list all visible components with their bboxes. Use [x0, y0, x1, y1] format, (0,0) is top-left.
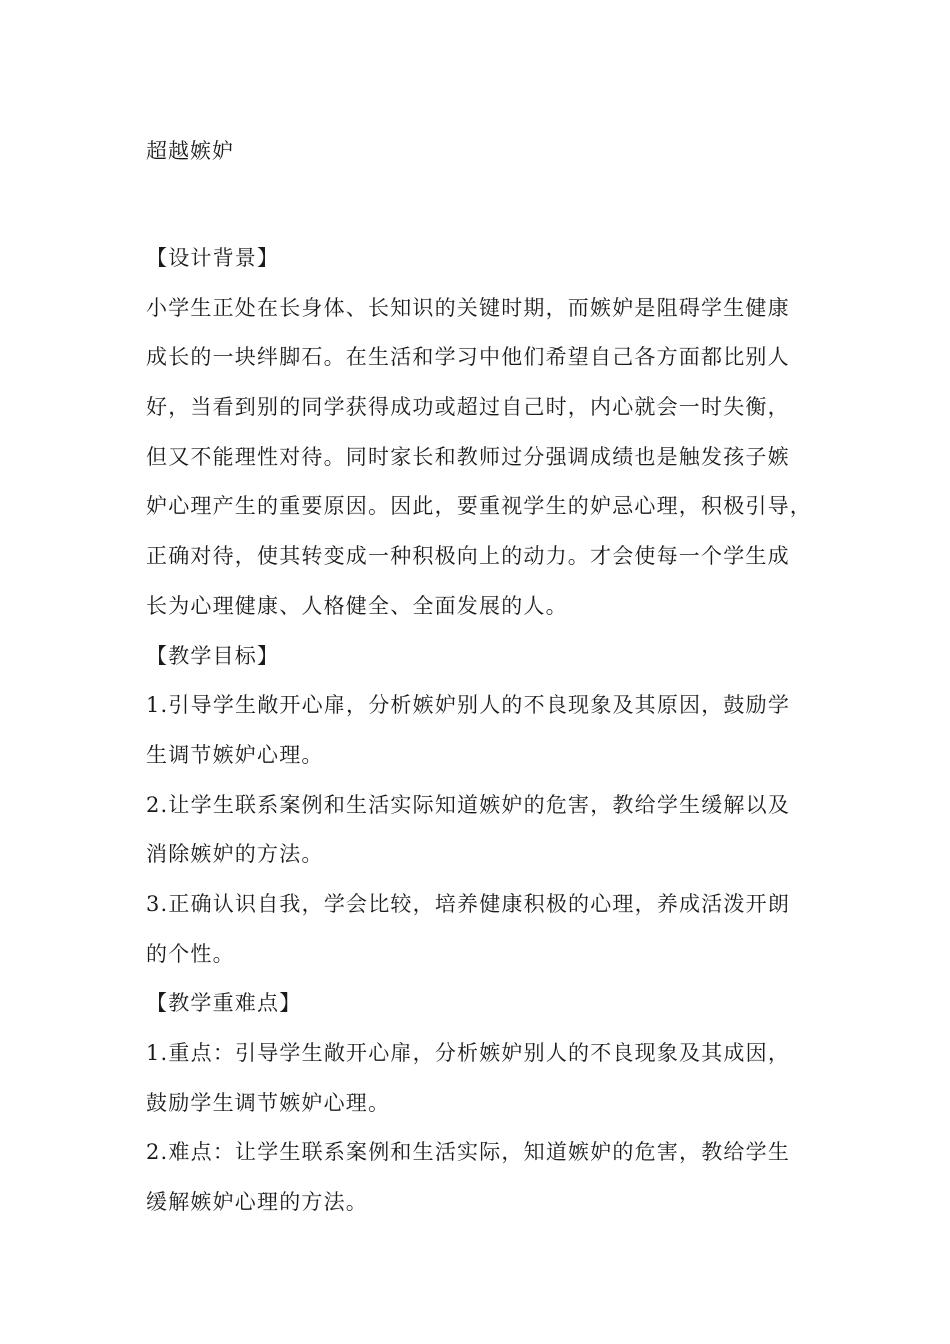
list-item-line: 1.重点：引导学生敞开心扉，分析嫉妒别人的不良现象及其成因，	[146, 1041, 791, 1065]
paragraph-line: 妒心理产生的重要原因。因此，要重视学生的妒忌心理，积极引导，	[146, 494, 812, 519]
document-title: 超越嫉妒	[146, 139, 234, 163]
list-item-line: 的个性。	[146, 941, 235, 966]
document-body	[146, 234, 826, 1228]
list-item-line: 缓解嫉妒心理的方法。	[146, 1190, 368, 1215]
section-heading-teaching-goals: 【教学目标】	[146, 643, 280, 668]
section-heading-key-difficulties: 【教学重难点】	[146, 991, 302, 1016]
list-item-line: 生调节嫉妒心理。	[146, 742, 324, 767]
paragraph-line: 正确对待，使其转变成一种积极向上的动力。才会使每一个学生成	[146, 544, 790, 569]
paragraph-line: 好，当看到别的同学获得成功或超过自己时，内心就会一时失衡，	[146, 395, 790, 420]
paragraph-line: 但又不能理性对待。同时家长和教师过分强调成绩也是触发孩子嫉	[146, 444, 790, 469]
list-item-line: 1.引导学生敞开心扉，分析嫉妒别人的不良现象及其原因，鼓励学	[146, 693, 791, 718]
list-item-line: 消除嫉妒的方法。	[146, 842, 324, 867]
section-heading-design-background: 【设计背景】	[146, 246, 280, 270]
paragraph-line: 成长的一块绊脚石。在生活和学习中他们希望自己各方面都比别人	[146, 345, 790, 370]
list-item-line: 2.难点：让学生联系案例和生活实际，知道嫉妒的危害，教给学生	[146, 1140, 791, 1165]
list-item-line: 鼓励学生调节嫉妒心理。	[146, 1090, 391, 1115]
paragraph-line: 小学生正处在长身体、长知识的关键时期，而嫉妒是阻碍学生健康	[146, 295, 790, 320]
list-item-line: 2.让学生联系案例和生活实际知道嫉妒的危害，教给学生缓解以及	[146, 792, 791, 817]
paragraph-line: 长为心理健康、人格健全、全面发展的人。	[146, 593, 568, 618]
list-item-line: 3.正确认识自我，学会比较，培养健康积极的心理，养成活泼开朗	[146, 891, 791, 916]
